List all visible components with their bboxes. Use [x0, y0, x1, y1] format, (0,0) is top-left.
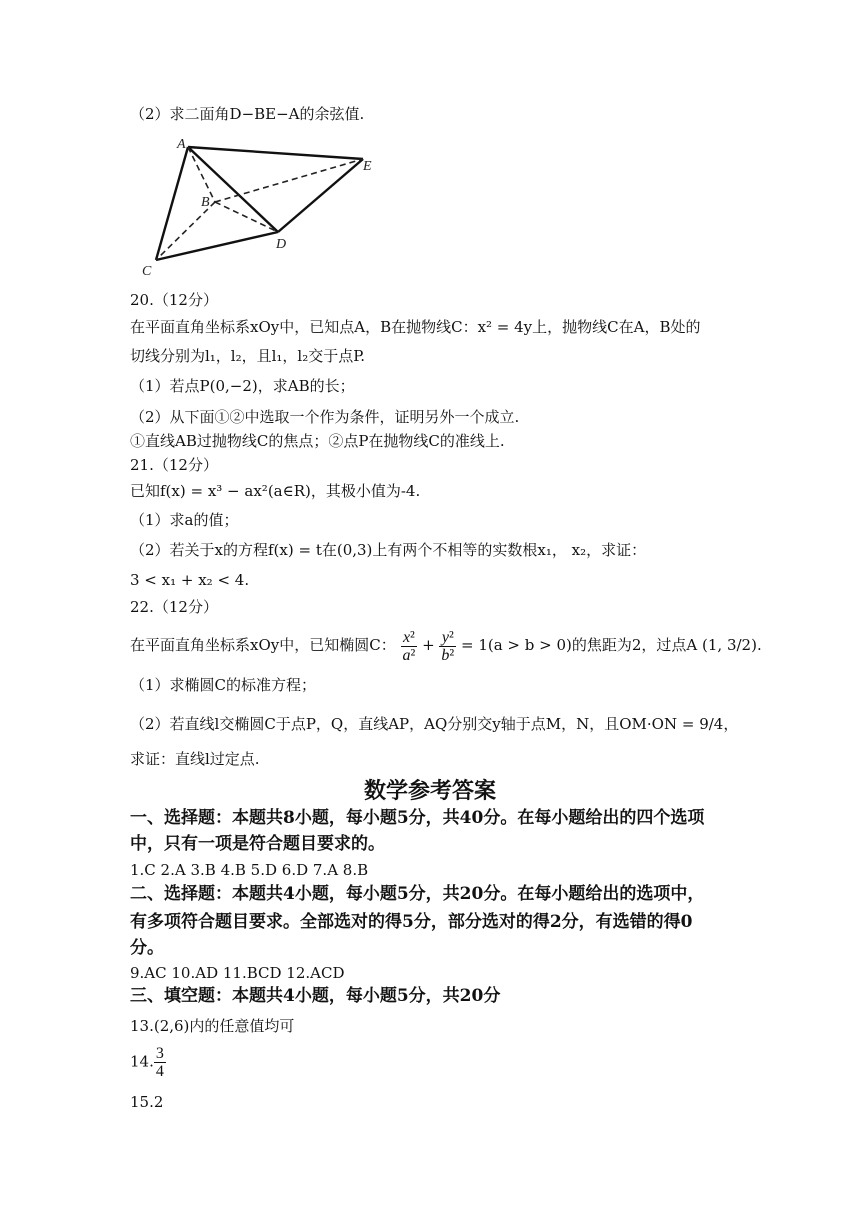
answers-sec2-list: 9.AC 10.AD 11.BCD 12.ACD: [130, 964, 345, 982]
q22-stem-eq: = 1(a > b > 0)的焦距为2，过点A: [460, 636, 698, 654]
q21-part2-1: （2）若关于x的方程f(x) = t在(0,3)上有两个不相等的实数根x₁， x₂，求证：: [130, 541, 647, 559]
answers-sec3: 三、填空题：本题共4小题，每小题5分，共20分: [130, 986, 501, 1006]
q20-stem-1: 在平面直角坐标系xOy中，已知点A，B在抛物线C：x² = 4y上，抛物线C在A，B处的: [130, 318, 701, 336]
label-d: D: [276, 237, 287, 252]
tetrahedron-figure: [130, 132, 380, 282]
label-a: A: [177, 137, 186, 152]
q20-part1: （1）若点P(0,−2)，求AB的长；: [130, 377, 355, 395]
answer-14-prefix: 14.: [130, 1052, 154, 1071]
q22-part2-2: 求证：直线l过定点.: [130, 750, 260, 768]
q19-part2: （2）求二面角D−BE−A的余弦值.: [130, 105, 365, 123]
label-c: C: [142, 264, 152, 279]
q20-number: 20.（12分）: [130, 291, 218, 309]
answers-title: 数学参考答案: [363, 778, 496, 804]
answers-sec2-3: 分。: [130, 938, 164, 958]
answer-14: [130, 1045, 166, 1080]
q22-part2-1-line: （2）若直线l交椭圆C于点P，Q，直线AP，AQ分别交y轴于点M，N，且OM·ON = 9/4，: [130, 715, 739, 733]
q22-stem: 在平面直角坐标系xOy中，已知椭圆C： $\frac{\text{x²}}{\text{a²}}$ + $\frac{\text{y²}}{\text{b²}}$ = 1(a > b > 0)的焦距为2，过点A (1, 3/2).: [130, 628, 762, 664]
q21-stem: 已知f(x) = x³ − ax²(a∈R)，其极小值为-4.: [130, 482, 421, 500]
q22-part2-frac: 9/4: [699, 715, 724, 733]
q22-stem-pre: 在平面直角坐标系xOy中，已知椭圆C：: [130, 636, 396, 654]
q21-part2-2: 3 < x₁ + x₂ < 4.: [130, 571, 250, 589]
answers-sec1-2: 中，只有一项是符合题目要求的。: [130, 834, 385, 854]
answer-14-num: 3: [155, 1045, 164, 1062]
q21-number: 21.（12分）: [130, 456, 218, 474]
answer-15: 15.2: [130, 1093, 164, 1111]
label-e: E: [363, 159, 372, 174]
q22-part2-1: （2）若直线l交椭圆C于点P，Q，直线AP，AQ分别交y轴于点M，N，且OM·ON =: [130, 715, 695, 733]
ellipse-x-term: $\frac{\text{x²}}{\text{a²}}$: [402, 628, 416, 664]
q22-point: (1, 3/2).: [702, 636, 762, 654]
answer-13: 13.(2,6)内的任意值均可: [130, 1017, 295, 1035]
answers-sec1-list: 1.C 2.A 3.B 4.B 5.D 6.D 7.A 8.B: [130, 861, 369, 879]
answer-14-den: 4: [155, 1063, 164, 1080]
label-b: B: [201, 195, 210, 210]
answers-sec2-2: 有多项符合题目要求。全部选对的得5分，部分选对的得2分，有选错的得0: [130, 912, 693, 932]
ellipse-y-term: $\frac{\text{y²}}{\text{b²}}$: [441, 628, 455, 664]
q20-part2: （2）从下面①②中选取一个作为条件，证明另外一个成立.: [130, 408, 520, 426]
q20-stem-2: 切线分别为l₁，l₂，且l₁，l₂交于点P.: [130, 347, 366, 365]
q22-part1: （1）求椭圆C的标准方程；: [130, 676, 317, 694]
q20-options: ①直线AB过抛物线C的焦点；②点P在抛物线C的准线上.: [130, 432, 505, 450]
answers-sec1-1: 一、选择题：本题共8小题，每小题5分，共40分。在每小题给出的四个选项: [130, 808, 705, 828]
q21-part1: （1）求a的值；: [130, 511, 239, 529]
q22-number: 22.（12分）: [130, 598, 218, 616]
answers-sec2-1: 二、选择题：本题共4小题，每小题5分，共20分。在每小题给出的选项中，: [130, 884, 705, 904]
